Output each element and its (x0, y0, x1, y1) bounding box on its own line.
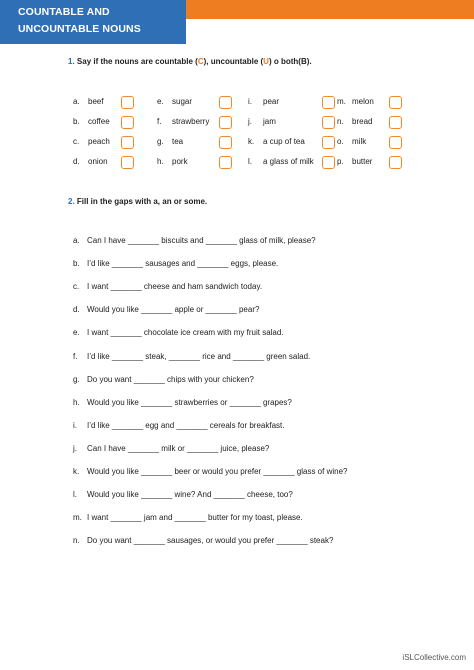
noun-word: pear (263, 97, 280, 106)
noun-letter: a. (73, 97, 80, 106)
noun-word: tea (172, 137, 184, 146)
noun-letter: l. (248, 157, 252, 166)
noun-letter: i. (248, 97, 252, 106)
noun-word: sugar (172, 97, 193, 106)
section-1-text-c: ) o both(B). (268, 57, 312, 66)
answer-checkbox[interactable] (219, 136, 232, 149)
noun-letter: k. (248, 137, 255, 146)
gap-sentence (73, 282, 262, 291)
sentence-letter: h. (73, 397, 80, 407)
section-1-text-a: Say if the nouns are countable ( (76, 57, 198, 66)
sentence-letter: k. (73, 467, 80, 476)
answer-checkbox[interactable] (121, 96, 134, 109)
footer-watermark: iSLCollective.com (402, 653, 466, 662)
sentence-text: I want _______ jam and _______ butter for my toast, please. (87, 513, 303, 523)
gap-sentence (73, 490, 293, 499)
sentence-letter: l. (73, 490, 77, 500)
noun-word: a cup of tea (263, 137, 305, 146)
sentence-text: Would you like _______ beer or would you prefer _______ glass of wine? (87, 467, 348, 476)
answer-checkbox[interactable] (389, 136, 402, 149)
sentence-text: Can I have _______ biscuits and _______ glass of milk, please? (87, 236, 316, 245)
uncountable-marker: U (263, 57, 269, 66)
answer-checkbox[interactable] (322, 116, 335, 129)
answer-checkbox[interactable] (322, 156, 335, 169)
gap-sentence (73, 305, 259, 314)
answer-checkbox[interactable] (322, 136, 335, 149)
sentence-letter: e. (73, 328, 80, 338)
sentence-text: Would you like _______ strawberries or _______ grapes? (87, 397, 292, 407)
sentence-letter: g. (73, 374, 80, 384)
gap-sentence (73, 421, 284, 430)
answer-checkbox[interactable] (322, 96, 335, 109)
header-accent-bar (186, 0, 474, 19)
noun-word: milk (352, 137, 367, 146)
sentence-text: Would you like _______ apple or _______ pear? (87, 305, 260, 315)
sentence-letter: a. (73, 236, 80, 245)
sentence-letter: d. (73, 305, 80, 315)
noun-word: butter (352, 157, 373, 166)
noun-letter: c. (73, 137, 80, 146)
section-2-title (68, 197, 207, 206)
noun-word: pork (172, 157, 188, 166)
gap-sentence (73, 259, 278, 268)
noun-word: onion (88, 157, 108, 166)
noun-letter: h. (157, 157, 164, 166)
gap-sentence (73, 467, 347, 476)
noun-letter: d. (73, 157, 80, 166)
answer-checkbox[interactable] (121, 116, 134, 129)
noun-letter: f. (157, 117, 162, 126)
gap-sentence (73, 352, 310, 361)
title-line-2: UNCOUNTABLE NOUNS (18, 23, 141, 35)
sentence-text: I want _______ chocolate ice cream with my fruit salad. (87, 328, 284, 338)
section-2-text: Fill in the gaps with a, an or some. (76, 197, 208, 206)
countable-marker: C (197, 57, 204, 66)
answer-checkbox[interactable] (219, 96, 232, 109)
gap-sentence (73, 236, 316, 245)
sentence-text: Can I have _______ milk or _______ juice, please? (87, 443, 270, 453)
sentence-text: I’d like _______ steak, _______ rice and _______ green salad. (87, 351, 311, 361)
gap-sentence (73, 398, 292, 407)
sentence-text: Do you want _______ chips with your chicken? (87, 374, 254, 384)
gap-sentence (73, 375, 254, 384)
noun-letter: j. (248, 117, 252, 126)
sentence-letter: n. (73, 536, 80, 546)
answer-checkbox[interactable] (389, 156, 402, 169)
sentence-text: Would you like _______ wine? And _______ cheese, too? (87, 490, 293, 500)
sentence-letter: j. (73, 443, 77, 453)
noun-letter: m. (337, 97, 346, 106)
gap-sentence (73, 444, 269, 453)
sentence-text: Do you want _______ sausages, or would you prefer _______ steak? (87, 536, 334, 546)
noun-word: strawberry (172, 117, 210, 126)
gap-sentence (73, 536, 333, 545)
sentence-letter: f. (73, 351, 78, 361)
noun-letter: e. (157, 97, 164, 106)
sentence-letter: i. (73, 420, 77, 430)
answer-checkbox[interactable] (389, 96, 402, 109)
sentence-text: I’d like _______ egg and _______ cereals for breakfast. (87, 420, 285, 430)
answer-checkbox[interactable] (121, 156, 134, 169)
answer-checkbox[interactable] (389, 116, 402, 129)
section-1-title (68, 57, 312, 66)
noun-letter: n. (337, 117, 344, 126)
answer-checkbox[interactable] (219, 156, 232, 169)
sentence-text: I want _______ cheese and ham sandwich today. (87, 282, 263, 292)
noun-letter: b. (73, 117, 80, 126)
sentence-letter: b. (73, 259, 80, 269)
noun-letter: o. (337, 137, 344, 146)
section-1-text-b: ), uncountable ( (203, 57, 264, 66)
answer-checkbox[interactable] (121, 136, 134, 149)
page-header (0, 0, 474, 44)
noun-letter: p. (337, 157, 344, 166)
sentence-letter: m. (73, 513, 82, 523)
title-line-1: COUNTABLE AND (18, 6, 110, 18)
sentence-letter: c. (73, 282, 80, 292)
title-banner (0, 0, 186, 44)
noun-word: melon (352, 97, 374, 106)
noun-word: beef (88, 97, 104, 106)
noun-word: a glass of milk (263, 157, 314, 166)
answer-checkbox[interactable] (219, 116, 232, 129)
gap-sentence (73, 328, 284, 337)
section-1-number: 1. (68, 57, 75, 66)
sentence-text: I’d like _______ sausages and _______ eggs, please. (87, 259, 279, 269)
gap-sentence (73, 513, 303, 522)
noun-word: bread (352, 117, 373, 126)
noun-word: peach (88, 137, 110, 146)
noun-word: jam (263, 117, 276, 126)
noun-word: coffee (88, 117, 110, 126)
section-2-number: 2. (68, 197, 75, 206)
noun-letter: g. (157, 137, 164, 146)
